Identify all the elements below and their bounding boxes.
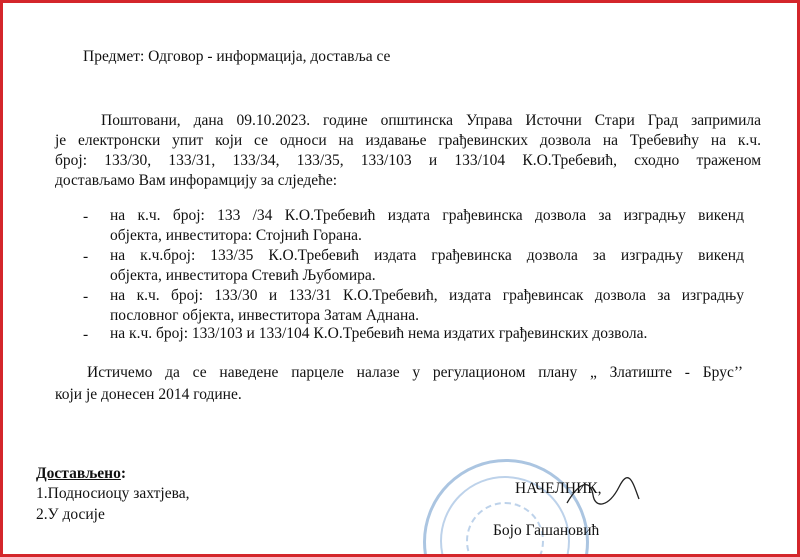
intro-line-3: број: 133/30, 133/31, 133/34, 133/35, 133/103 и 133/104 К.О.Требевић, сходно траженом xyxy=(55,152,761,169)
delivered-label: Достављено xyxy=(36,465,121,482)
intro-line-4: достављамо Вам инфорамцију за слједеће: xyxy=(55,172,338,189)
closing-line-2: који је донесен 2014 године. xyxy=(55,386,242,403)
list-bullet: - xyxy=(83,208,89,225)
list-item-line: пословног објекта, инвеститора Затам Аднана. xyxy=(110,307,420,324)
signature-mark xyxy=(563,473,643,513)
list-item-line: на к.ч.број: 133/35 К.О.Требевић издата грађевинска дозвола за изградњу викенд xyxy=(110,247,744,264)
intro-line-2: је електронски упит који се односи на издавање грађевинских дозвола на Требевићу на к.ч. xyxy=(55,132,761,149)
list-item xyxy=(110,206,744,246)
list-item-line: објекта, инвеститора: Стојнић Горана. xyxy=(110,227,362,244)
delivered-heading xyxy=(36,465,126,483)
list-item xyxy=(110,246,744,286)
list-item-line: на к.ч. број: 133 /34 К.О.Требевић издата грађевинска дозвола за изградњу викенд xyxy=(110,207,744,224)
list-bullet: - xyxy=(83,248,89,265)
list-item-line: објекта, инвеститора Стевић Љубомира. xyxy=(110,267,376,284)
signatory-title: НАЧЕЛНИК, xyxy=(515,480,602,497)
list-item xyxy=(110,286,744,326)
delivered-item-1: 1.Подносиоцу захтјева, xyxy=(36,485,190,502)
signatory-name: Бојо Гашановић xyxy=(493,522,600,539)
list-item xyxy=(110,324,744,344)
list-item-line: на к.ч. број: 133/30 и 133/31 К.О.Требевић, издата грађевинсак дозвола за изградњу xyxy=(110,287,744,304)
delivered-item-2: 2.У досије xyxy=(36,506,105,523)
list-bullet: - xyxy=(83,288,89,305)
subject-line: Предмет: Одговор - информација, достављa се xyxy=(83,48,391,65)
closing-line-1: Истичемо да се наведене парцеле налазе у регулационом плану „ Златиште - Брус’’ xyxy=(87,364,743,381)
list-item-line: на к.ч. број: 133/103 и 133/104 К.О.Требевић нема издатих грађевинских дозвола. xyxy=(110,325,648,342)
delivered-colon: : xyxy=(120,465,127,482)
list-bullet: - xyxy=(83,326,89,343)
intro-line-1: Поштовани, дана 09.10.2023. године општинска Управа Источни Стари Град запримила xyxy=(101,112,761,129)
